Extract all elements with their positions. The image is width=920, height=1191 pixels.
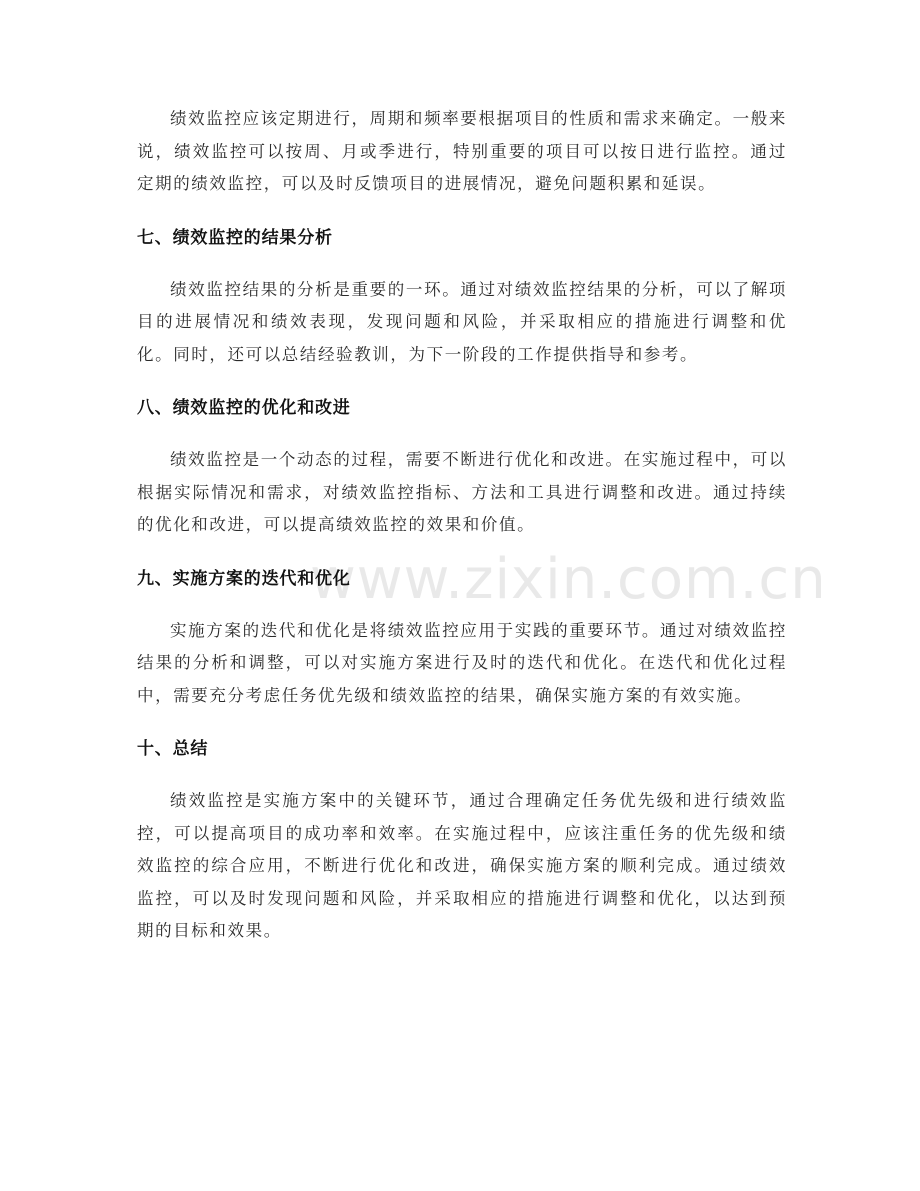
- paragraph-monitoring-frequency: 绩效监控应该定期进行，周期和频率要根据项目的性质和需求来确定。一般来说，绩效监控可以按周、月或季进行，特别重要的项目可以按日进行监控。通过定期的绩效监控，可以及时反馈项目的进展情况，避免问题积累和延误。: [137, 109, 787, 193]
- paragraph-optimization: 绩效监控是一个动态的过程，需要不断进行优化和改进。在实施过程中，可以根据实际情况和需求，对绩效监控指标、方法和工具进行调整和改进。通过持续的优化和改进，可以提高绩效监控的效果和价值。: [137, 450, 787, 534]
- heading-section-7: 七、绩效监控的结果分析: [137, 227, 333, 248]
- heading-section-9: 九、实施方案的迭代和优化: [137, 568, 351, 589]
- heading-section-10: 十、总结: [137, 739, 209, 759]
- paragraph-iteration: 实施方案的迭代和优化是将绩效监控应用于实践的重要环节。通过对绩效监控结果的分析和调整，可以对实施方案进行及时的迭代和优化。在迭代和优化过程中，需要充分考虑任务优先级和绩效监控的结果，确保实施方案的有效实施。: [137, 620, 787, 705]
- paragraph-result-analysis: 绩效监控结果的分析是重要的一环。通过对绩效监控结果的分析，可以了解项目的进展情况和绩效表现，发现问题和风险，并采取相应的措施进行调整和优化。同时，还可以总结经验教训，为下一阶段的工作提供指导和参考。: [137, 279, 787, 364]
- watermark-text: www.zixin.com.cn: [310, 547, 827, 612]
- document-body: [137, 103, 787, 948]
- heading-section-8: 八、绩效监控的优化和改进: [137, 398, 351, 418]
- paragraph-summary: 绩效监控是实施方案中的关键环节，通过合理确定任务优先级和进行绩效监控，可以提高项目的成功率和效率。在实施过程中，应该注重任务的优先级和绩效监控的综合应用，不断进行优化和改进，确保实施方案的顺利完成。通过绩效监控，可以及时发现问题和风险，并采取相应的措施进行调整和优化，以达到预期的目标和效果。: [137, 791, 787, 940]
